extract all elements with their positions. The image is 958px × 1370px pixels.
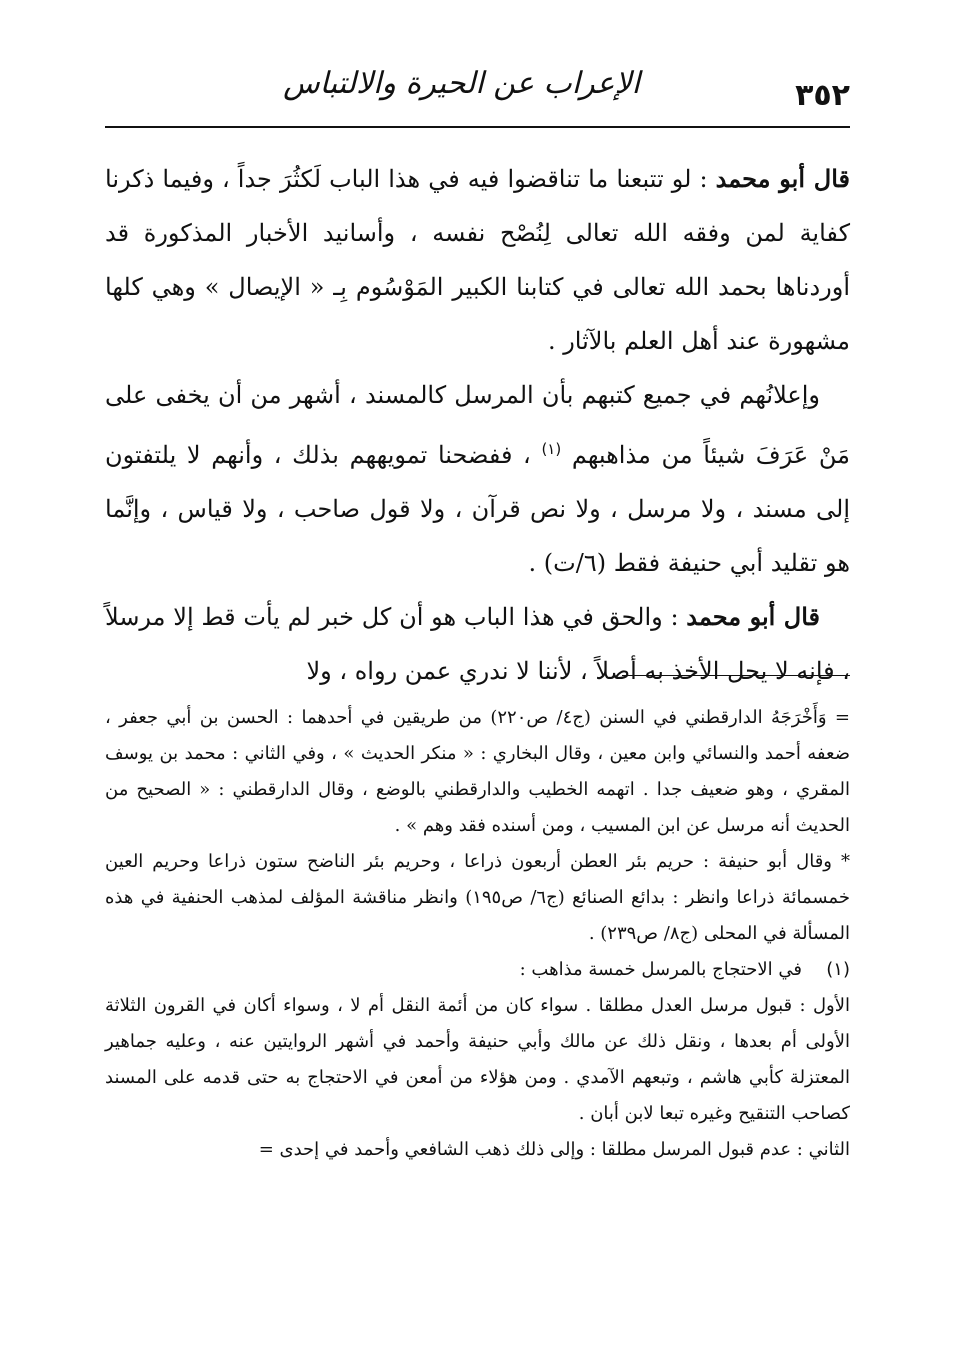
paragraph-1 [105,152,850,368]
running-header [105,60,850,122]
book-title: الإعراب عن الحيرة والالتباس [283,66,640,101]
footnote-1-number: (١) [826,959,850,980]
book-page [105,60,850,1320]
footnote-1-heading [105,952,850,988]
header-rule [105,126,850,128]
paragraph-3-text: : والحق في هذا الباب هو أن كل خبر لم يأت قط إلا مرسلاً ، فإنه لا يحل الأخذ به أصلاً ، لأننا لا ندري عمن رواه ، ولا [105,603,850,685]
paragraph-2-text-a: وإعلانُهم في جميع كتبهم بأن المرسل كالمسند ، أشهر من أن يخفى على مَنْ عَرَفَ شيئاً من مذاهبهم [105,381,850,469]
footnotes [105,700,850,1168]
main-text [105,152,850,698]
speaker-label: قال أبو محمد [715,164,850,193]
paragraph-3 [105,590,850,698]
speaker-label: قال أبو محمد [686,602,820,631]
footnote-continued: = وَأَخْرَجَهُ الدارقطني في السنن (ج٤/ ص٢٢٠) من طريقين في أحدهما : الحسن بن أبي جعفر ، ضعفه أحمد والنسائي وابن معين ، وقال البخاري : « منكر الحديث » ، وفي الثاني : محمد بن يوسف المقري ، وهو ضعيف جدا . اتهمه الخطيب والدارقطني بالوضع ، وقال الدارقطني : « الصحيح من الحديث أنه مرسل عن ابن المسيب ، ومن أسنده فقد وهم » . [105,707,850,836]
page-number: ٣٥٢ [795,78,850,113]
footnote-1-first-view: الأول : قبول مرسل العدل مطلقا . سواء كان من أئمة النقل أم لا ، وسواء أكان في القرون الثلاثة الأولى أم بعدها ، ونقل ذلك عن مالك وأبي حنيفة وأحمد في أشهر الروايتين عنه ، وعليه جماهير المعتزلة كأبي هاشم ، وتبعهم الآمدي . ومن هؤلاء من أمعن في الاحتجاج به حتى قدمه على المسند كصاحب التنقيح وغيره تبعا لابن أبان . [105,995,850,1124]
footnote-1-second-view: الثاني : عدم قبول المرسل مطلقا : وإلى ذلك ذهب الشافعي وأحمد في إحدى = [258,1139,850,1160]
footnote-separator [622,675,850,676]
paragraph-2-text-b: ، ففضحنا تمويههم بذلك ، وأنهم لا يلتفتون إلى مسند ، ولا مرسل ، ولا نص قرآن ، ولا قول صاحب ، ولا قياس ، وإنَّما هو تقليد أبي حنيفة فقط (٦/ت) . [105,441,850,577]
footnote-star: * وقال أبو حنيفة : حريم بئر العطن أربعون ذراعا ، وحريم بئر الناضح ستون ذراعا وحريم العين خمسمائة ذراعا وانظر : بدائع الصنائع (ج٦/ ص١٩٥) وانظر مناقشة المؤلف لمذهب الحنفية في هذه المسألة في المحلى (ج٨/ ص٢٣٩) . [105,851,850,944]
paragraph-2 [105,368,850,590]
footnote-1-heading-text: في الاحتجاج بالمرسل خمسة مذاهب : [519,959,802,980]
footnote-reference: (١) [541,440,562,458]
paragraph-1-text: : لو تتبعنا ما تناقضوا فيه في هذا الباب لَكثُرَ جداً ، وفيما ذكرنا كفاية لمن وفقه الله تعالى لِنُصْح نفسه ، وأسانيد الأخبار المذكورة قد أوردناها بحمد الله تعالى في كتابنا الكبير المَوْسُوم بِـ « الإيصال » وهي كلها مشهورة عند أهل العلم بالآثار . [105,165,850,355]
